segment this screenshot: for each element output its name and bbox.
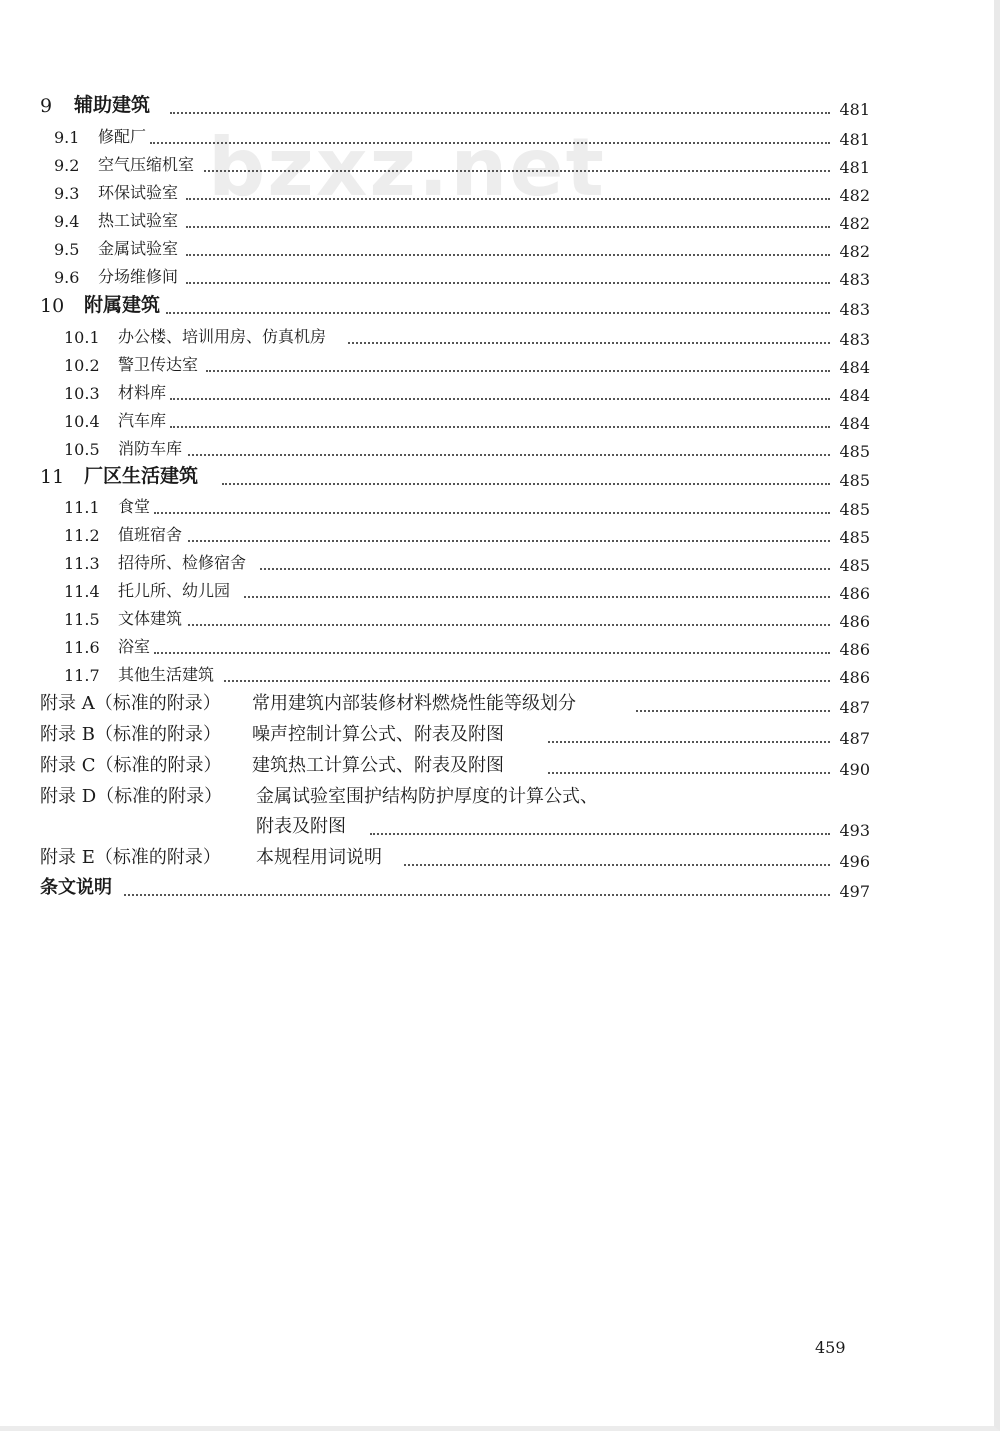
toc-appendix-entry[interactable] xyxy=(0,785,1000,811)
toc-entry-number: 11.6 xyxy=(64,638,100,657)
toc-entry[interactable] xyxy=(0,236,1000,262)
toc-entry-title: 分场维修间 xyxy=(98,267,179,286)
dot-leader xyxy=(188,624,830,626)
toc-entry[interactable] xyxy=(0,408,1000,434)
toc-entry-title: 附属建筑 xyxy=(84,294,161,316)
toc-entry-page: 483 xyxy=(839,270,870,289)
toc-entry-page: 485 xyxy=(839,528,870,547)
toc-entry-title: 文体建筑 xyxy=(118,609,183,628)
toc-entry-title: 材料库 xyxy=(118,383,167,402)
toc-appendix-entry[interactable] xyxy=(0,692,1000,718)
dot-leader xyxy=(548,741,830,743)
dot-leader xyxy=(636,710,830,712)
dot-leader xyxy=(548,772,830,774)
appendix-page: 487 xyxy=(839,729,870,748)
toc-entry-number: 9.2 xyxy=(54,156,80,175)
toc-appendix-entry-continued[interactable] xyxy=(0,815,1000,841)
toc-entry-title: 空气压缩机室 xyxy=(98,155,195,174)
toc-entry-page: 483 xyxy=(839,300,870,319)
toc-explanation-entry[interactable] xyxy=(0,876,1000,902)
page-number: 459 xyxy=(815,1338,846,1357)
toc-entry-page: 485 xyxy=(839,500,870,519)
toc-entry-title: 食堂 xyxy=(118,497,151,516)
toc-appendix-entry[interactable] xyxy=(0,723,1000,749)
toc-entry-title: 消防车库 xyxy=(118,439,183,458)
toc-entry-title: 修配厂 xyxy=(98,127,147,146)
dot-leader xyxy=(170,398,830,400)
appendix-page: 490 xyxy=(839,760,870,779)
toc-entry-number: 10 xyxy=(40,295,65,317)
toc-entry-page: 486 xyxy=(839,584,870,603)
toc-entry-title: 办公楼、培训用房、仿真机房 xyxy=(118,327,327,346)
dot-leader xyxy=(188,454,830,456)
toc-entry-number: 9.3 xyxy=(54,184,80,203)
dot-leader xyxy=(154,652,830,654)
toc-entry-number: 10.3 xyxy=(64,384,100,403)
toc-entry-number: 9 xyxy=(40,95,53,117)
dot-leader xyxy=(348,342,830,344)
toc-entry-page: 486 xyxy=(839,640,870,659)
dot-leader xyxy=(150,142,830,144)
toc-entry[interactable] xyxy=(0,180,1000,206)
toc-entry-title: 汽车库 xyxy=(118,411,167,430)
toc-entry-number: 9.6 xyxy=(54,268,80,287)
toc-entry-title: 浴室 xyxy=(118,637,151,656)
toc-entry-page: 482 xyxy=(839,186,870,205)
toc-entry-number: 11.2 xyxy=(64,526,100,545)
dot-leader xyxy=(170,112,830,114)
toc-entry-number: 11.7 xyxy=(64,666,100,685)
appendix-label: 附录 C（标准的附录） xyxy=(40,755,222,776)
toc-entry-page: 485 xyxy=(839,471,870,490)
toc-entry-page: 481 xyxy=(839,100,870,119)
dot-leader xyxy=(124,894,830,896)
appendix-label: 附录 B（标准的附录） xyxy=(40,724,221,745)
toc-entry-number: 11.3 xyxy=(64,554,100,573)
toc-entry[interactable] xyxy=(0,550,1000,576)
explanation-page: 497 xyxy=(839,882,870,901)
appendix-page: 487 xyxy=(839,698,870,717)
toc-entry-number: 9.4 xyxy=(54,212,80,231)
toc-entry-number: 11.5 xyxy=(64,610,100,629)
toc-entry-number: 9.5 xyxy=(54,240,80,259)
appendix-title: 金属试验室围护结构防护厚度的计算公式、 xyxy=(256,786,598,807)
toc-entry-number: 10.2 xyxy=(64,356,100,375)
toc-entry[interactable] xyxy=(0,94,1000,120)
appendix-title: 常用建筑内部装修材料燃烧性能等级划分 xyxy=(252,693,576,714)
toc-entry[interactable] xyxy=(0,294,1000,320)
dot-leader xyxy=(404,864,830,866)
toc-entry-number: 10.4 xyxy=(64,412,100,431)
toc-entry-title: 警卫传达室 xyxy=(118,355,199,374)
dot-leader xyxy=(188,540,830,542)
toc-entry-title: 厂区生活建筑 xyxy=(84,465,199,487)
dot-leader xyxy=(186,254,830,256)
toc-entry-number: 11.1 xyxy=(64,498,100,517)
toc-entry[interactable] xyxy=(0,352,1000,378)
appendix-label: 附录 D（标准的附录） xyxy=(40,786,223,807)
dot-leader xyxy=(206,370,830,372)
explanation-title: 条文说明 xyxy=(40,877,112,898)
toc-appendix-entry[interactable] xyxy=(0,846,1000,872)
toc-entry-title: 金属试验室 xyxy=(98,239,179,258)
toc-entry[interactable] xyxy=(0,494,1000,520)
appendix-title-continued: 附表及附图 xyxy=(256,816,346,837)
dot-leader xyxy=(186,198,830,200)
toc-entry-title: 辅助建筑 xyxy=(74,94,151,116)
dot-leader xyxy=(224,680,830,682)
toc-entry-number: 10.1 xyxy=(64,328,100,347)
toc-entry-title: 值班宿舍 xyxy=(118,525,183,544)
dot-leader xyxy=(170,426,830,428)
toc-entry[interactable] xyxy=(0,634,1000,660)
toc-entry-title: 招待所、检修宿舍 xyxy=(118,553,247,572)
toc-entry-title: 其他生活建筑 xyxy=(118,665,215,684)
toc-entry[interactable] xyxy=(0,208,1000,234)
toc-entry[interactable] xyxy=(0,436,1000,462)
toc-entry-page: 485 xyxy=(839,556,870,575)
toc-entry-number: 9.1 xyxy=(54,128,80,147)
toc-entry-page: 481 xyxy=(839,158,870,177)
toc-entry-page: 486 xyxy=(839,612,870,631)
toc-entry-title: 托儿所、幼儿园 xyxy=(118,581,231,600)
toc-entry[interactable] xyxy=(0,606,1000,632)
appendix-label: 附录 A（标准的附录） xyxy=(40,693,221,714)
toc-entry[interactable] xyxy=(0,578,1000,604)
toc-entry-number: 10.5 xyxy=(64,440,100,459)
toc-entry-page: 482 xyxy=(839,242,870,261)
appendix-label: 附录 E（标准的附录） xyxy=(40,847,221,868)
toc-appendix-entry[interactable] xyxy=(0,754,1000,780)
appendix-page: 496 xyxy=(839,852,870,871)
appendix-title: 噪声控制计算公式、附表及附图 xyxy=(252,724,504,745)
toc-entry-title: 热工试验室 xyxy=(98,211,179,230)
appendix-title: 本规程用词说明 xyxy=(256,847,382,868)
dot-leader xyxy=(186,226,830,228)
dot-leader xyxy=(370,833,830,835)
toc-entry-page: 482 xyxy=(839,214,870,233)
toc-entry-number: 11.4 xyxy=(64,582,100,601)
toc-entry-page: 484 xyxy=(839,414,870,433)
toc-entry[interactable] xyxy=(0,522,1000,548)
toc-entry-number: 11 xyxy=(40,466,65,488)
toc-entry[interactable] xyxy=(0,465,1000,491)
watermark: bzxz.net xyxy=(208,121,606,214)
appendix-title: 建筑热工计算公式、附表及附图 xyxy=(252,755,504,776)
toc-entry-page: 484 xyxy=(839,358,870,377)
toc-entry-page: 481 xyxy=(839,130,870,149)
toc-entry[interactable] xyxy=(0,152,1000,178)
dot-leader xyxy=(154,512,830,514)
toc-entry[interactable] xyxy=(0,264,1000,290)
toc-entry-title: 环保试验室 xyxy=(98,183,179,202)
dot-leader xyxy=(204,170,830,172)
dot-leader xyxy=(260,568,830,570)
dot-leader xyxy=(244,596,830,598)
toc-entry-page: 486 xyxy=(839,668,870,687)
dot-leader xyxy=(222,483,830,485)
toc-entry[interactable] xyxy=(0,662,1000,688)
dot-leader xyxy=(166,312,830,314)
toc-entry-page: 483 xyxy=(839,330,870,349)
toc-entry-page: 484 xyxy=(839,386,870,405)
toc-entry[interactable] xyxy=(0,124,1000,150)
toc-entry[interactable] xyxy=(0,324,1000,350)
dot-leader xyxy=(186,282,830,284)
toc-entry-page: 485 xyxy=(839,442,870,461)
toc-entry[interactable] xyxy=(0,380,1000,406)
appendix-page: 493 xyxy=(839,821,870,840)
